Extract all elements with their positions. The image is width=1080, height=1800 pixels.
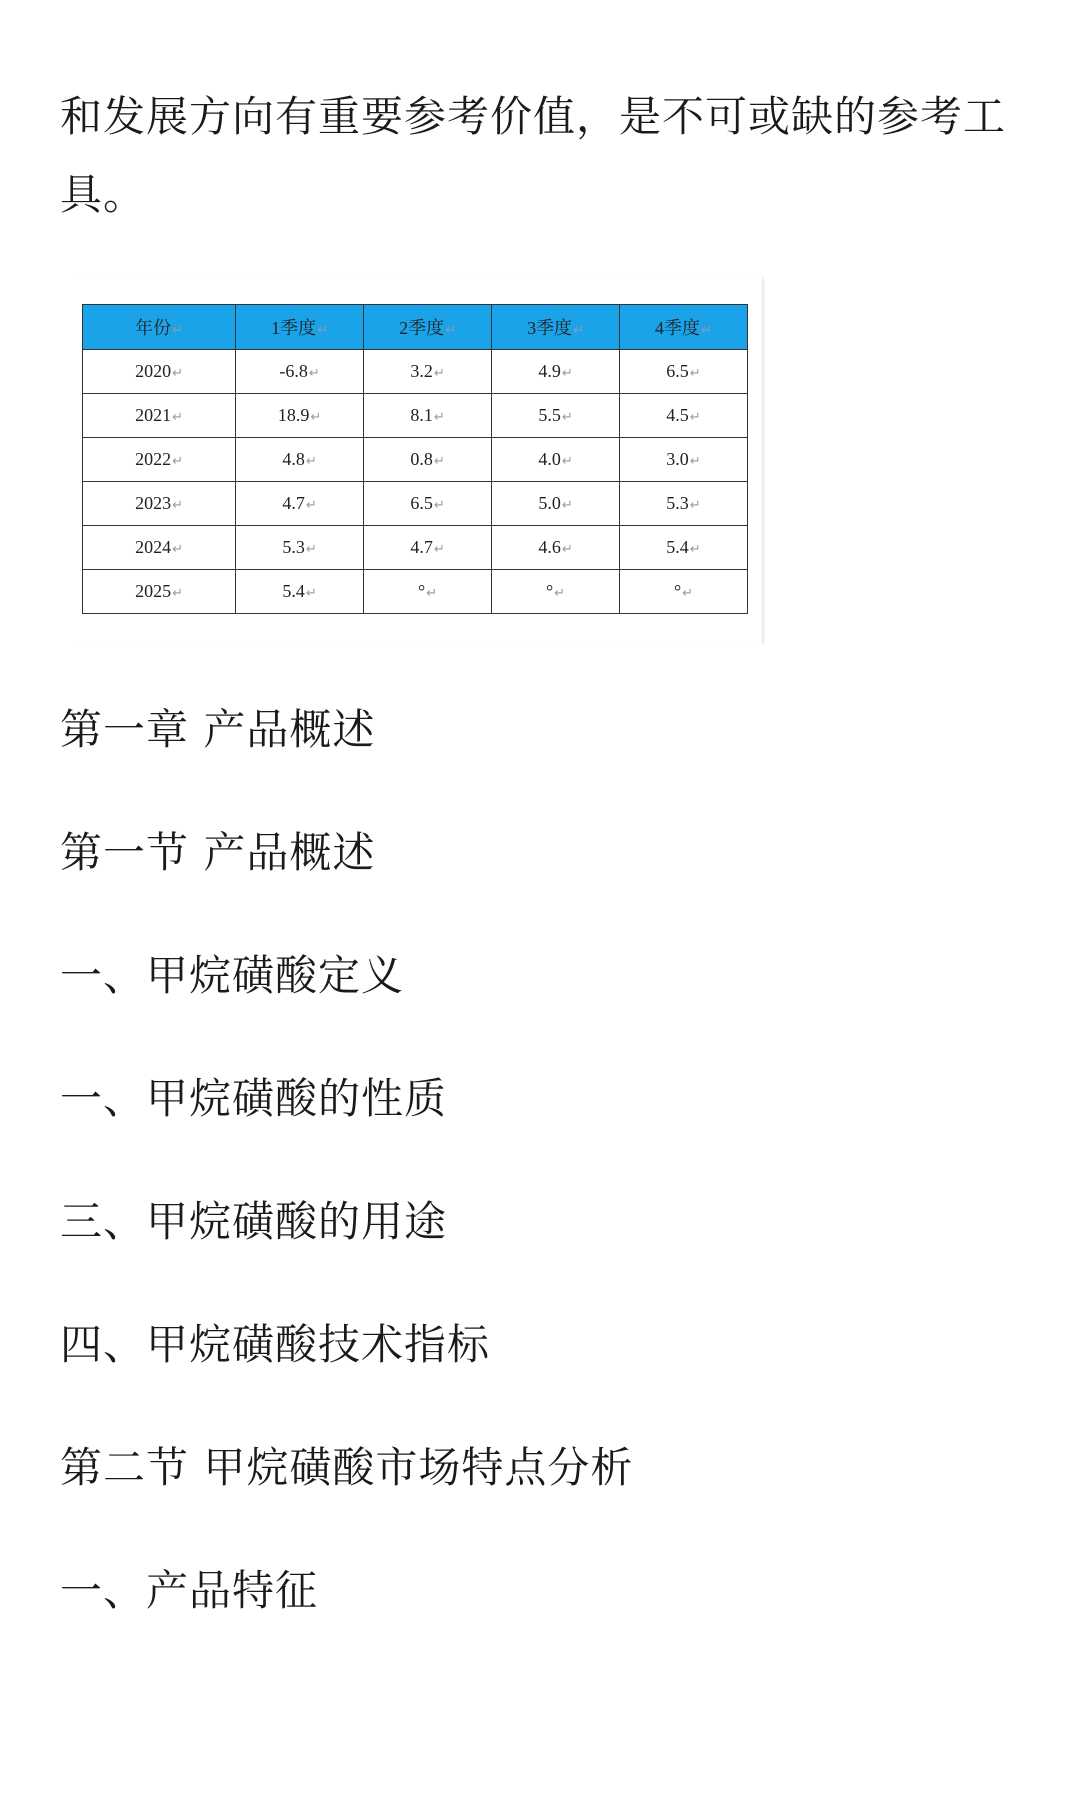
quarter-value-cell: 4.7↵: [236, 482, 364, 526]
paragraph-mark-icon: ↵: [701, 323, 712, 338]
table-row: [83, 394, 748, 438]
year-cell: 2025↵: [83, 570, 236, 614]
column-header-q4: 4季度↵: [620, 305, 748, 350]
paragraph-mark-icon: ↵: [305, 542, 317, 557]
paragraph-mark-icon: ↵: [172, 498, 184, 513]
table-body: [83, 350, 748, 614]
table-row: [83, 526, 748, 570]
paragraph-mark-icon: ↵: [172, 586, 184, 601]
quarter-value-cell: °↵: [492, 570, 620, 614]
paragraph-mark-icon: ↵: [689, 498, 701, 513]
paragraph-mark-icon: ↵: [554, 586, 566, 601]
paragraph-mark-icon: ↵: [172, 366, 184, 381]
quarter-value-cell: °↵: [364, 570, 492, 614]
column-header-q2: 2季度↵: [364, 305, 492, 350]
quarter-value-cell: -6.8↵: [236, 350, 364, 394]
quarter-value-cell: 4.9↵: [492, 350, 620, 394]
section-heading: 第一章 产品概述: [60, 705, 376, 754]
quarter-value-cell: 4.6↵: [492, 526, 620, 570]
quarter-value-cell: 6.5↵: [620, 350, 748, 394]
paragraph-mark-icon: ↵: [310, 410, 322, 425]
table-row: [83, 482, 748, 526]
section-heading: 一、甲烷磺酸定义: [60, 951, 405, 1000]
quarter-value-cell: 5.5↵: [492, 394, 620, 438]
paragraph-mark-icon: ↵: [561, 542, 573, 557]
quarterly-data-table: [82, 304, 748, 614]
table-row: [83, 570, 748, 614]
quarter-value-cell: °↵: [620, 570, 748, 614]
column-header-q1: 1季度↵: [236, 305, 364, 350]
quarter-value-cell: 5.0↵: [492, 482, 620, 526]
quarter-value-cell: 4.7↵: [364, 526, 492, 570]
paragraph-mark-icon: ↵: [433, 454, 445, 469]
quarter-value-cell: 4.0↵: [492, 438, 620, 482]
paragraph-mark-icon: ↵: [317, 323, 329, 338]
paragraph-mark-icon: ↵: [573, 323, 584, 338]
section-heading: 一、产品特征: [60, 1566, 319, 1615]
column-header-year: 年份↵: [83, 305, 236, 350]
paragraph-mark-icon: ↵: [172, 323, 184, 338]
section-heading: 第一节 产品概述: [60, 828, 376, 877]
quarter-value-cell: 5.3↵: [236, 526, 364, 570]
quarter-value-cell: 4.8↵: [236, 438, 364, 482]
section-heading: 四、甲烷磺酸技术指标: [60, 1320, 491, 1369]
section-heading: 第二节 甲烷磺酸市场特点分析: [60, 1443, 634, 1492]
paragraph-mark-icon: ↵: [689, 410, 701, 425]
year-cell: 2021↵: [83, 394, 236, 438]
quarter-value-cell: 3.0↵: [620, 438, 748, 482]
paragraph-mark-icon: ↵: [682, 586, 694, 601]
paragraph-mark-icon: ↵: [689, 542, 701, 557]
paragraph-mark-icon: ↵: [305, 586, 317, 601]
paragraph-mark-icon: ↵: [689, 454, 701, 469]
table-header-row: [83, 305, 748, 350]
paragraph-mark-icon: ↵: [172, 410, 184, 425]
paragraph-mark-icon: ↵: [426, 586, 438, 601]
quarter-value-cell: 5.4↵: [236, 570, 364, 614]
quarter-value-cell: 3.2↵: [364, 350, 492, 394]
quarter-value-cell: 5.4↵: [620, 526, 748, 570]
quarter-value-cell: 6.5↵: [364, 482, 492, 526]
table-row: [83, 350, 748, 394]
year-cell: 2023↵: [83, 482, 236, 526]
paragraph-mark-icon: ↵: [305, 498, 317, 513]
quarter-value-cell: 0.8↵: [364, 438, 492, 482]
paragraph-mark-icon: ↵: [433, 366, 445, 381]
paragraph-mark-icon: ↵: [305, 454, 317, 469]
paragraph-mark-icon: ↵: [308, 366, 320, 381]
paragraph-mark-icon: ↵: [561, 498, 573, 513]
column-header-q3: 3季度↵: [492, 305, 620, 350]
quarter-value-cell: 4.5↵: [620, 394, 748, 438]
intro-paragraph: 和发展方向有重要参考价值，是不可或缺的参考工具。: [60, 92, 1007, 219]
paragraph-mark-icon: ↵: [561, 454, 573, 469]
paragraph-mark-icon: ↵: [689, 366, 701, 381]
paragraph-mark-icon: ↵: [561, 410, 573, 425]
year-cell: 2020↵: [83, 350, 236, 394]
paragraph-mark-icon: ↵: [172, 454, 184, 469]
paragraph-mark-icon: ↵: [433, 410, 445, 425]
quarter-value-cell: 5.3↵: [620, 482, 748, 526]
paragraph-mark-icon: ↵: [445, 323, 457, 338]
section-heading: 三、甲烷磺酸的用途: [60, 1197, 448, 1246]
quarter-value-cell: 18.9↵: [236, 394, 364, 438]
section-heading: 一、甲烷磺酸的性质: [60, 1074, 448, 1123]
paragraph-mark-icon: ↵: [433, 542, 445, 557]
paragraph-mark-icon: ↵: [561, 366, 573, 381]
year-cell: 2024↵: [83, 526, 236, 570]
paragraph-mark-icon: ↵: [433, 498, 445, 513]
paragraph-mark-icon: ↵: [172, 542, 184, 557]
year-cell: 2022↵: [83, 438, 236, 482]
quarter-value-cell: 8.1↵: [364, 394, 492, 438]
table-row: [83, 438, 748, 482]
quarterly-data-table-image: [72, 276, 762, 646]
